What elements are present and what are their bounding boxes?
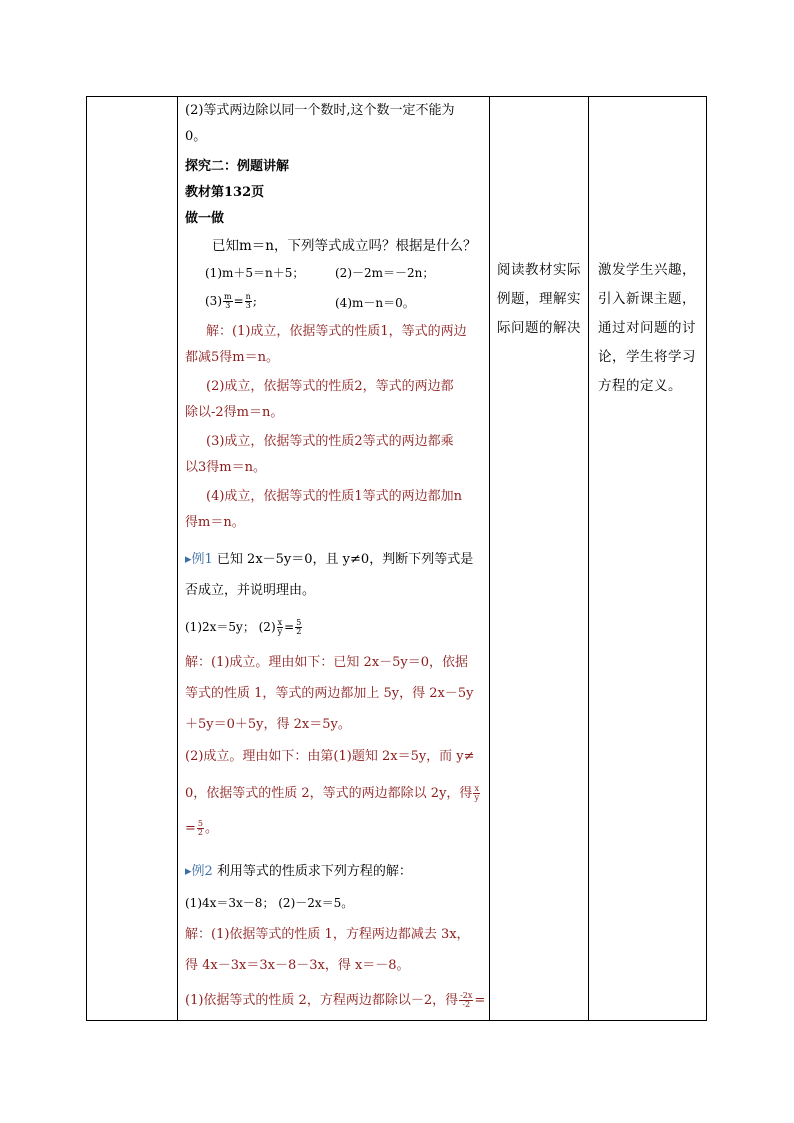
fraction-numerator: x xyxy=(277,618,283,627)
fraction-numerator: n xyxy=(245,292,251,301)
answer-line xyxy=(185,820,218,838)
activity-line: 阅读教材实际 xyxy=(497,262,581,278)
question-text: 已知m＝n，下列等式成立吗？根据是什么？ xyxy=(212,238,477,254)
property-note-line: (2)等式两边除以同一个数时,这个数一定不能为 xyxy=(185,103,455,118)
solution-line: 都减5得m＝n。 xyxy=(185,350,279,365)
question-item xyxy=(205,292,257,310)
fraction-denominator: y xyxy=(474,793,479,802)
answer-line: 解：(1)依据等式的性质 1，方程两边都减去 3x， xyxy=(185,927,470,942)
answer-line xyxy=(185,785,481,803)
answer-line: 解：(1)成立。理由如下：已知 2x－5y＝0，依据 xyxy=(185,655,469,670)
solution-line: (2)成立，依据等式的性质2，等式的两边都 xyxy=(206,379,454,394)
solution-line: (3)成立，依据等式的性质2等式的两边都乘 xyxy=(206,434,454,449)
textbook-page-heading: 教材第132页 xyxy=(185,185,265,200)
intent-line: 引入新课主题， xyxy=(598,291,696,307)
item-text: (1)2x＝5y； (2) xyxy=(185,620,276,634)
item-number: (3) xyxy=(205,294,222,308)
solution-line: 得m＝n。 xyxy=(185,515,245,530)
example-1-items xyxy=(185,618,303,636)
equals-sign: = xyxy=(474,993,486,1008)
fraction-denominator: 3 xyxy=(245,301,251,310)
fraction xyxy=(197,820,204,837)
column-content xyxy=(177,97,489,1020)
fraction xyxy=(245,293,252,310)
fraction-numerator: -2x xyxy=(460,991,473,1000)
activity-line: 例题，理解实 xyxy=(497,291,581,307)
punctuation: 。 xyxy=(205,821,219,836)
answer-line: 得 4x－3x＝3x－8－3x，得 x＝－8。 xyxy=(185,958,410,973)
fraction-numerator: m xyxy=(224,292,232,301)
fraction-numerator: 5 xyxy=(197,819,203,828)
property-note-line: 0。 xyxy=(185,129,207,144)
equals-sign: = xyxy=(284,620,295,634)
column-design-intent xyxy=(589,97,707,1020)
intent-line: 通过对问题的讨 xyxy=(598,320,696,336)
example-text: 已知 2x－5y＝0，且 y≠0，判断下列等式是 xyxy=(212,552,474,567)
fraction-denominator: y xyxy=(277,627,283,636)
example-text: 利用等式的性质求下列方程的解： xyxy=(212,864,412,879)
fraction-denominator: 2 xyxy=(197,828,203,837)
question-item: (4)m－n＝0。 xyxy=(335,296,415,310)
equals-sign: = xyxy=(185,821,196,836)
example-marker: ▸例2 xyxy=(185,864,213,879)
equals-sign: = xyxy=(233,294,244,308)
fraction xyxy=(459,992,473,1009)
answer-text: (1)依据等式的性质 2，方程两边都除以－2，得 xyxy=(185,993,459,1008)
section-heading: 探究二：例题讲解 xyxy=(185,159,290,174)
answer-text: 0，依据等式的性质 2，等式的两边都除以 2y，得 xyxy=(185,786,473,801)
fraction xyxy=(277,619,284,636)
fraction-numerator: x xyxy=(474,784,479,793)
column-student-activity xyxy=(490,97,588,1020)
solution-line: 解：(1)成立，依据等式的性质1，等式的两边 xyxy=(206,324,467,339)
example-2-line xyxy=(185,863,412,881)
answer-line xyxy=(185,992,485,1010)
answer-line: 等式的性质 1，等式的两边都加上 5y，得 2x－5y xyxy=(185,686,474,701)
fraction-denominator: 2 xyxy=(296,627,302,636)
activity-heading: 做一做 xyxy=(185,211,225,226)
example-1-line: 否成立，并说明理由。 xyxy=(185,583,316,598)
question-item: (2)－2m＝－2n； xyxy=(335,266,435,280)
punctuation: ; xyxy=(252,294,257,308)
fraction-denominator: -2 xyxy=(462,1000,471,1009)
fraction-denominator: 3 xyxy=(225,301,231,310)
solution-line: (4)成立，依据等式的性质1等式的两边都加n xyxy=(206,489,463,504)
example-2-items: (1)4x＝3x－8； (2)－2x＝5。 xyxy=(185,896,354,910)
intent-line: 方程的定义。 xyxy=(598,378,682,394)
example-marker: ▸例1 xyxy=(185,552,213,567)
lesson-table xyxy=(86,96,707,1021)
answer-line: (2)成立。理由如下：由第(1)题知 2x＝5y，而 y≠ xyxy=(185,749,475,764)
question-item: (1)m＋5＝n＋5； xyxy=(205,266,305,280)
solution-line: 以3得m＝n。 xyxy=(185,460,266,475)
fraction xyxy=(223,293,233,310)
fraction-numerator: 5 xyxy=(296,618,302,627)
fraction xyxy=(473,785,480,802)
activity-line: 际问题的解决 xyxy=(497,320,581,336)
answer-line: ＋5y＝0＋5y，得 2x＝5y。 xyxy=(185,717,351,732)
intent-line: 论，学生将学习 xyxy=(598,349,696,365)
intent-line: 激发学生兴趣， xyxy=(598,262,696,278)
fraction xyxy=(295,619,302,636)
solution-line: 除以-2得m＝n。 xyxy=(185,405,284,420)
example-1-line xyxy=(185,551,473,569)
